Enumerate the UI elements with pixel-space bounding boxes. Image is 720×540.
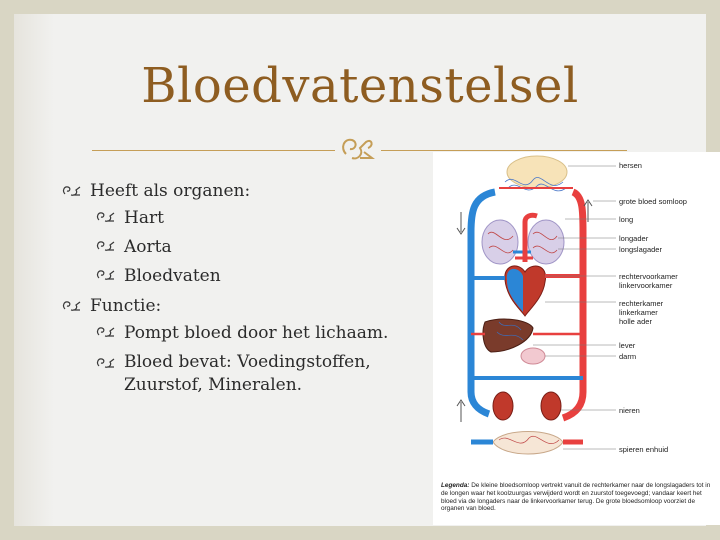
label-longslagader: longslagader [619, 245, 662, 254]
lung-right [528, 220, 564, 264]
bullet-text: Aorta [124, 237, 172, 257]
sub-bullet-aorta [60, 233, 420, 262]
sub-bullet-bloed-bevat [60, 348, 420, 397]
bullet-text: Heeft als organen: [90, 181, 251, 201]
label-long: long [619, 215, 634, 224]
circulation-illustration [433, 152, 720, 482]
diagram-legend [441, 482, 717, 513]
heart-right-side [507, 269, 523, 312]
label-nieren: nieren [619, 406, 640, 415]
circulation-diagram [433, 152, 720, 525]
bullet-icon [96, 240, 116, 252]
bullet-list [60, 178, 420, 397]
legend-text: De kleine bloedsomloop vertrekt vanuit de rechterkamer naar de longslagaders tot in de longen waar het koolzuurgas verwijderd wordt en zuurstof toegevoegd; vandaar keert het bloed via de longaders naar de linkervoorkamer terug. De grote bloedsomloop voorziet de organen van bloed. [441, 482, 711, 513]
title-divider-right [381, 150, 627, 151]
label-linkervoorkamer: linkervoorkamer [619, 281, 673, 290]
label-linkerkamer: linkerkamer [619, 308, 658, 317]
bullet-text: Functie: [90, 296, 162, 316]
label-lever: lever [619, 341, 636, 350]
bullet-icon [96, 211, 116, 223]
bullet-text: Bloed bevat: Voedingstoffen, Zuurstof, Mineralen. [124, 352, 371, 395]
sub-bullet-pompt [60, 319, 420, 348]
bullet-text: Hart [124, 208, 164, 228]
slide-title: Bloedvatenstelsel [141, 58, 579, 114]
intestine-shape [521, 348, 545, 364]
sub-bullet-bloedvaten [60, 262, 420, 291]
sub-bullet-hart [60, 204, 420, 233]
arrow-up-icon [457, 400, 465, 422]
artery-right [563, 192, 583, 418]
arrow-down-icon [457, 212, 465, 234]
legend-title: Legenda: [441, 482, 470, 489]
label-grote-bloed-somloop: grote bloed somloop [619, 197, 687, 206]
label-spieren-enhuid: spieren enhuid [619, 445, 669, 454]
label-longader: longader [619, 234, 649, 243]
kidney-right [541, 392, 561, 420]
title-divider-left [92, 150, 335, 151]
ornament-icon [338, 134, 378, 164]
lung-left [482, 220, 518, 264]
label-rechtervoorkamer: rechtervoorkamer [619, 272, 678, 281]
bullet-icon [62, 300, 82, 312]
bullet-functie [60, 293, 420, 319]
kidney-left [493, 392, 513, 420]
bullet-icon [96, 269, 116, 281]
muscle-capillaries [493, 432, 563, 455]
brain-shape [507, 156, 567, 188]
label-holle-ader: holle ader [619, 317, 652, 326]
bullet-icon [96, 357, 116, 369]
label-hersen: hersen [619, 161, 642, 170]
bullet-icon [96, 326, 116, 338]
label-darm: darm [619, 352, 637, 361]
bullet-text: Pompt bloed door het lichaam. [124, 323, 389, 343]
label-rechterkamer: rechterkamer [619, 299, 664, 308]
bullet-icon [62, 185, 82, 197]
bullet-text: Bloedvaten [124, 266, 221, 286]
bullet-organen [60, 178, 420, 204]
